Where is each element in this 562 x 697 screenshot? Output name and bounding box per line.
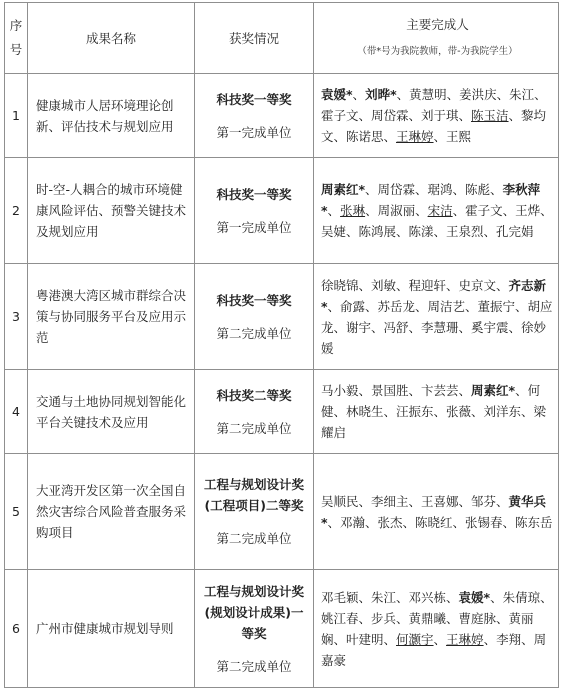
person-text: 、 bbox=[352, 87, 366, 102]
person-text: 、 bbox=[327, 203, 341, 218]
teacher-name: 李秋萍* bbox=[321, 182, 541, 218]
row-index: 6 bbox=[5, 570, 28, 688]
header-people-note: （带*号为我院教师，带-为我院学生） bbox=[357, 46, 518, 57]
person-text: 、 bbox=[433, 631, 447, 647]
award-name: 工程与规划设计奖(规划设计成果)一等奖 bbox=[203, 583, 304, 641]
award-name: 科技奖一等奖 bbox=[216, 186, 292, 202]
people-cell bbox=[314, 454, 559, 570]
teacher-name: 周素红* bbox=[471, 383, 516, 398]
award-unit: 第二完成单位 bbox=[216, 325, 292, 341]
person-text: 、王熙 bbox=[433, 129, 472, 144]
award-unit: 第二完成单位 bbox=[216, 420, 292, 436]
person-text: 吴顺民、李细主、王喜娜、邹芬、 bbox=[321, 493, 509, 509]
people-cell bbox=[314, 158, 559, 264]
award-unit: 第一完成单位 bbox=[216, 124, 292, 140]
student-name: 张琳 bbox=[340, 203, 366, 218]
person-text: 、俞露、苏岳龙、周洁艺、董振宁、胡应龙、谢宇、冯舒、李慧珊、奚宇震、徐妙媛 bbox=[321, 298, 553, 356]
person-text: 、邓瀚、张杰、陈晓红、张锡春、陈东岳 bbox=[327, 514, 553, 530]
header-index bbox=[5, 3, 28, 74]
person-text: 、黄慧明、姜洪庆、朱江、霍子文、周岱霖、刘于琪、 bbox=[321, 87, 547, 123]
award-unit: 第一完成单位 bbox=[216, 219, 292, 235]
person-text: 、何健、林晓生、汪振东、张薇、刘洋东、梁耀启 bbox=[321, 383, 547, 440]
award-cell bbox=[195, 158, 314, 264]
header-award: 获奖情况 bbox=[195, 3, 314, 74]
achievement-name: 大亚湾开发区第一次全国自然灾害综合风险普查服务采购项目 bbox=[28, 454, 195, 570]
person-text: 、朱倩琼、姚江春、步兵、黄鼎曦、曹庭脉、黄丽娴、叶建明、 bbox=[321, 589, 553, 647]
row-index: 3 bbox=[5, 264, 28, 370]
student-name: 王琳婷 bbox=[446, 631, 484, 647]
person-text: 马小毅、景国胜、卞芸芸、 bbox=[321, 383, 472, 398]
header-people-title: 主要完成人 bbox=[406, 17, 469, 32]
award-cell bbox=[195, 454, 314, 570]
table-row bbox=[5, 570, 559, 688]
student-name: 王琳婷 bbox=[396, 129, 434, 144]
people-cell bbox=[314, 570, 559, 688]
people-cell bbox=[314, 370, 559, 454]
award-name: 科技奖一等奖 bbox=[216, 292, 292, 308]
people-cell bbox=[314, 264, 559, 370]
person-text: 徐晓锦、刘敏、程迎轩、史京文、 bbox=[321, 277, 509, 293]
row-index: 1 bbox=[5, 74, 28, 158]
person-text: 邓毛颖、朱江、邓兴栋、 bbox=[321, 589, 459, 605]
student-name: 宋洁 bbox=[427, 203, 453, 218]
award-name: 工程与规划设计奖(工程项目)二等奖 bbox=[203, 477, 304, 513]
awards-table bbox=[4, 2, 559, 688]
person-text: 、周淑丽、 bbox=[365, 203, 428, 218]
achievement-name: 时-空-人耦合的城市环境健康风险评估、预警关键技术及规划应用 bbox=[28, 158, 195, 264]
teacher-name: 齐志新* bbox=[321, 277, 547, 314]
award-cell bbox=[195, 370, 314, 454]
award-unit: 第二完成单位 bbox=[216, 531, 292, 546]
person-text: 、黎均文、陈诺思、 bbox=[321, 108, 547, 144]
teacher-name: 周素红* bbox=[321, 182, 366, 197]
header-index-line1: 序 bbox=[9, 18, 23, 33]
award-name: 科技奖二等奖 bbox=[216, 387, 292, 403]
header-name: 成果名称 bbox=[28, 3, 195, 74]
student-name: 陈玉洁 bbox=[471, 108, 509, 123]
people-cell bbox=[314, 74, 559, 158]
achievement-name: 广州市健康城市规划导则 bbox=[28, 570, 195, 688]
row-index: 5 bbox=[5, 454, 28, 570]
teacher-name: 黄华兵* bbox=[321, 493, 547, 530]
table-row bbox=[5, 454, 559, 570]
achievement-name: 交通与土地协同规划智能化平台关键技术及应用 bbox=[28, 370, 195, 454]
header-people bbox=[314, 3, 559, 74]
table-row bbox=[5, 158, 559, 264]
header-row bbox=[5, 3, 559, 74]
award-cell bbox=[195, 264, 314, 370]
person-text: 、霍子文、王烨、吴婕、陈鸿展、陈漾、王泉烈、孔完娟 bbox=[321, 203, 553, 239]
achievement-name: 粤港澳大湾区城市群综合决策与协同服务平台及应用示范 bbox=[28, 264, 195, 370]
header-index-line2: 号 bbox=[9, 42, 23, 57]
person-text: 、周岱霖、琚鸿、陈彪、 bbox=[365, 182, 503, 197]
award-cell bbox=[195, 74, 314, 158]
teacher-name: 刘晔* bbox=[365, 87, 397, 102]
award-cell bbox=[195, 570, 314, 688]
achievement-name: 健康城市人居环境理论创新、评估技术与规划应用 bbox=[28, 74, 195, 158]
person-text: 、李翔、周嘉豪 bbox=[321, 631, 547, 668]
student-name: 何灏宇 bbox=[396, 631, 434, 647]
row-index: 4 bbox=[5, 370, 28, 454]
table-row bbox=[5, 264, 559, 370]
teacher-name: 袁媛* bbox=[458, 589, 491, 605]
table-row bbox=[5, 370, 559, 454]
table-row bbox=[5, 74, 559, 158]
award-unit: 第二完成单位 bbox=[216, 658, 292, 674]
award-name: 科技奖一等奖 bbox=[216, 91, 292, 107]
row-index: 2 bbox=[5, 158, 28, 264]
teacher-name: 袁媛* bbox=[321, 87, 353, 102]
